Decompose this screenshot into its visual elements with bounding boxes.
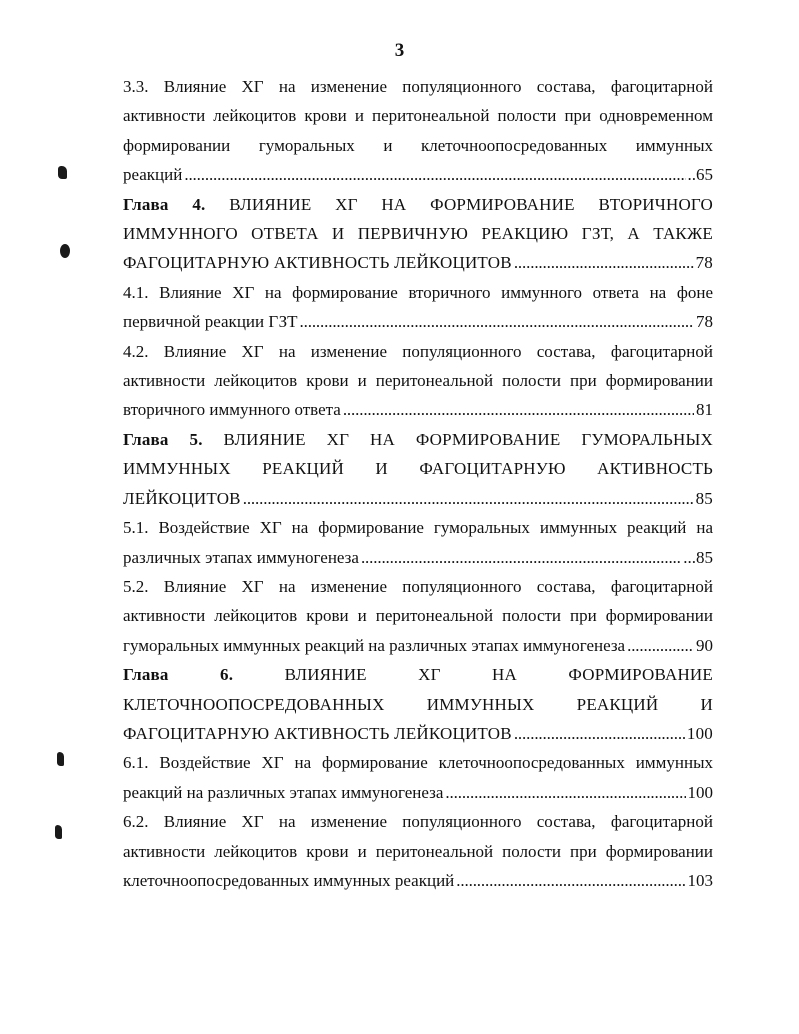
toc-page-number: 90 [696, 635, 713, 655]
scan-artifact [57, 752, 64, 766]
toc-line [123, 366, 713, 395]
toc-line [123, 219, 713, 248]
toc-section-entry [123, 513, 713, 572]
table-of-contents [123, 72, 713, 895]
toc-line-text: активности лейкоцитов крови и перитонеальной полости при формировании [123, 841, 713, 861]
toc-section-entry [123, 807, 713, 895]
toc-leader-line [123, 719, 713, 748]
toc-line-text: различных этапах иммуногенеза [123, 547, 359, 567]
toc-page-number: 81 [696, 400, 713, 420]
toc-line-text: формировании гуморальных и клеточноопосредованных иммунных [123, 135, 713, 155]
toc-page-number: 103 [687, 870, 713, 890]
toc-page-number: ..65 [687, 165, 713, 185]
toc-line [123, 601, 713, 630]
toc-section-entry [123, 278, 713, 337]
toc-line [123, 748, 713, 777]
toc-line [123, 101, 713, 130]
scan-artifact [60, 244, 70, 258]
toc-line-text: ФАГОЦИТАРНУЮ АКТИВНОСТЬ ЛЕЙКОЦИТОВ [123, 723, 512, 743]
dot-leader [300, 307, 694, 336]
toc-leader-line [123, 395, 713, 424]
toc-line [123, 425, 713, 454]
toc-line-text: ИММУННЫХ РЕАКЦИЙ И ФАГОЦИТАРНУЮ АКТИВНОСТЬ [123, 459, 713, 479]
toc-line [123, 690, 713, 719]
toc-section-entry [123, 337, 713, 425]
toc-line [123, 513, 713, 542]
dot-leader [184, 160, 685, 189]
toc-chapter-entry [123, 190, 713, 278]
toc-line [123, 72, 713, 101]
toc-line [123, 807, 713, 836]
toc-page-number: 78 [696, 312, 713, 332]
dot-leader [514, 719, 685, 748]
toc-page-number: 78 [695, 253, 713, 273]
dot-leader [514, 248, 694, 277]
scan-artifact [55, 825, 62, 839]
toc-line-text: 4.1. Влияние ХГ на формирование вторичного иммунного ответа на фоне [123, 282, 713, 302]
toc-line [123, 660, 713, 689]
chapter-label: Глава 4. [123, 194, 206, 214]
dot-leader [361, 543, 681, 572]
toc-line [123, 190, 713, 219]
toc-line-text: ВЛИЯНИЕ ХГ НА ФОРМИРОВАНИЕ ВТОРИЧНОГО [229, 194, 714, 214]
toc-line [123, 572, 713, 601]
toc-section-entry [123, 748, 713, 807]
toc-line [123, 131, 713, 160]
toc-page-number: 100 [686, 723, 713, 743]
scan-artifact [58, 166, 67, 179]
toc-line-text: 3.3. Влияние ХГ на изменение популяционного состава, фагоцитарной [123, 77, 713, 96]
toc-line-text: реакций [123, 165, 183, 185]
toc-line-text: 6.2. Влияние ХГ на изменение популяционного состава, фагоцитарной [123, 812, 713, 832]
toc-section-entry [123, 72, 713, 190]
toc-line-text: 4.2. Влияние ХГ на изменение популяционного состава, фагоцитарной [123, 341, 713, 361]
toc-line-text: 5.1. Воздействие ХГ на формирование гуморальных иммунных реакций на [123, 518, 713, 538]
toc-line-text: реакций на различных этапах иммуногенеза [123, 782, 444, 802]
toc-line-text: гуморальных иммунных реакций на различных этапах иммуногенеза [123, 635, 626, 655]
toc-leader-line [123, 484, 713, 513]
toc-line-text: первичной реакции ГЗТ [123, 312, 298, 332]
toc-line-text: ВЛИЯНИЕ ХГ НА ФОРМИРОВАНИЕ ГУМОРАЛЬНЫХ [223, 429, 713, 449]
toc-line-text: активности лейкоцитов крови и перитонеальной полости при формировании [123, 606, 713, 626]
toc-line-text: ИММУННОГО ОТВЕТА И ПЕРВИЧНУЮ РЕАКЦИЮ ГЗТ, А ТАКЖЕ [123, 224, 713, 244]
toc-page-number: ...85 [683, 547, 713, 567]
chapter-label: Глава 5. [123, 429, 203, 449]
toc-line-text: активности лейкоцитов крови и перитонеальной полости при формировании [123, 371, 713, 391]
toc-line [123, 837, 713, 866]
toc-leader-line [123, 631, 713, 660]
toc-chapter-entry [123, 425, 713, 513]
dot-leader [627, 631, 694, 660]
page-number: 3 [394, 40, 405, 61]
dot-leader [456, 866, 685, 895]
dot-leader [243, 484, 694, 513]
toc-leader-line [123, 543, 713, 572]
toc-line-text: 5.2. Влияние ХГ на изменение популяционного состава, фагоцитарной [123, 576, 713, 596]
toc-line-text: КЛЕТОЧНООПОСРЕДОВАННЫХ ИММУННЫХ РЕАКЦИЙ И [123, 694, 713, 714]
toc-line-text: клеточноопосредованных иммунных реакций [123, 870, 455, 890]
toc-leader-line [123, 778, 713, 807]
toc-page-number: 100 [687, 782, 713, 802]
toc-line-text: ЛЕЙКОЦИТОВ [123, 488, 241, 508]
dot-leader [343, 395, 694, 424]
toc-line-text: 6.1. Воздействие ХГ на формирование клеточноопосредованных иммунных [123, 753, 713, 773]
toc-chapter-entry [123, 660, 713, 748]
toc-line [123, 278, 713, 307]
toc-leader-line [123, 307, 713, 336]
chapter-label: Глава 6. [123, 665, 234, 685]
toc-page-number: 85 [695, 488, 713, 508]
toc-line-text: ФАГОЦИТАРНУЮ АКТИВНОСТЬ ЛЕЙКОЦИТОВ [123, 253, 512, 273]
dot-leader [445, 778, 685, 807]
toc-leader-line [123, 248, 713, 277]
toc-line-text: ВЛИЯНИЕ ХГ НА ФОРМИРОВАНИЕ [284, 665, 713, 685]
toc-leader-line [123, 866, 713, 895]
toc-section-entry [123, 572, 713, 660]
toc-line [123, 454, 713, 483]
toc-line [123, 337, 713, 366]
toc-line-text: вторичного иммунного ответа [123, 400, 341, 420]
toc-leader-line [123, 160, 713, 189]
toc-line-text: активности лейкоцитов крови и перитонеальной полости при одновременном [123, 106, 713, 126]
